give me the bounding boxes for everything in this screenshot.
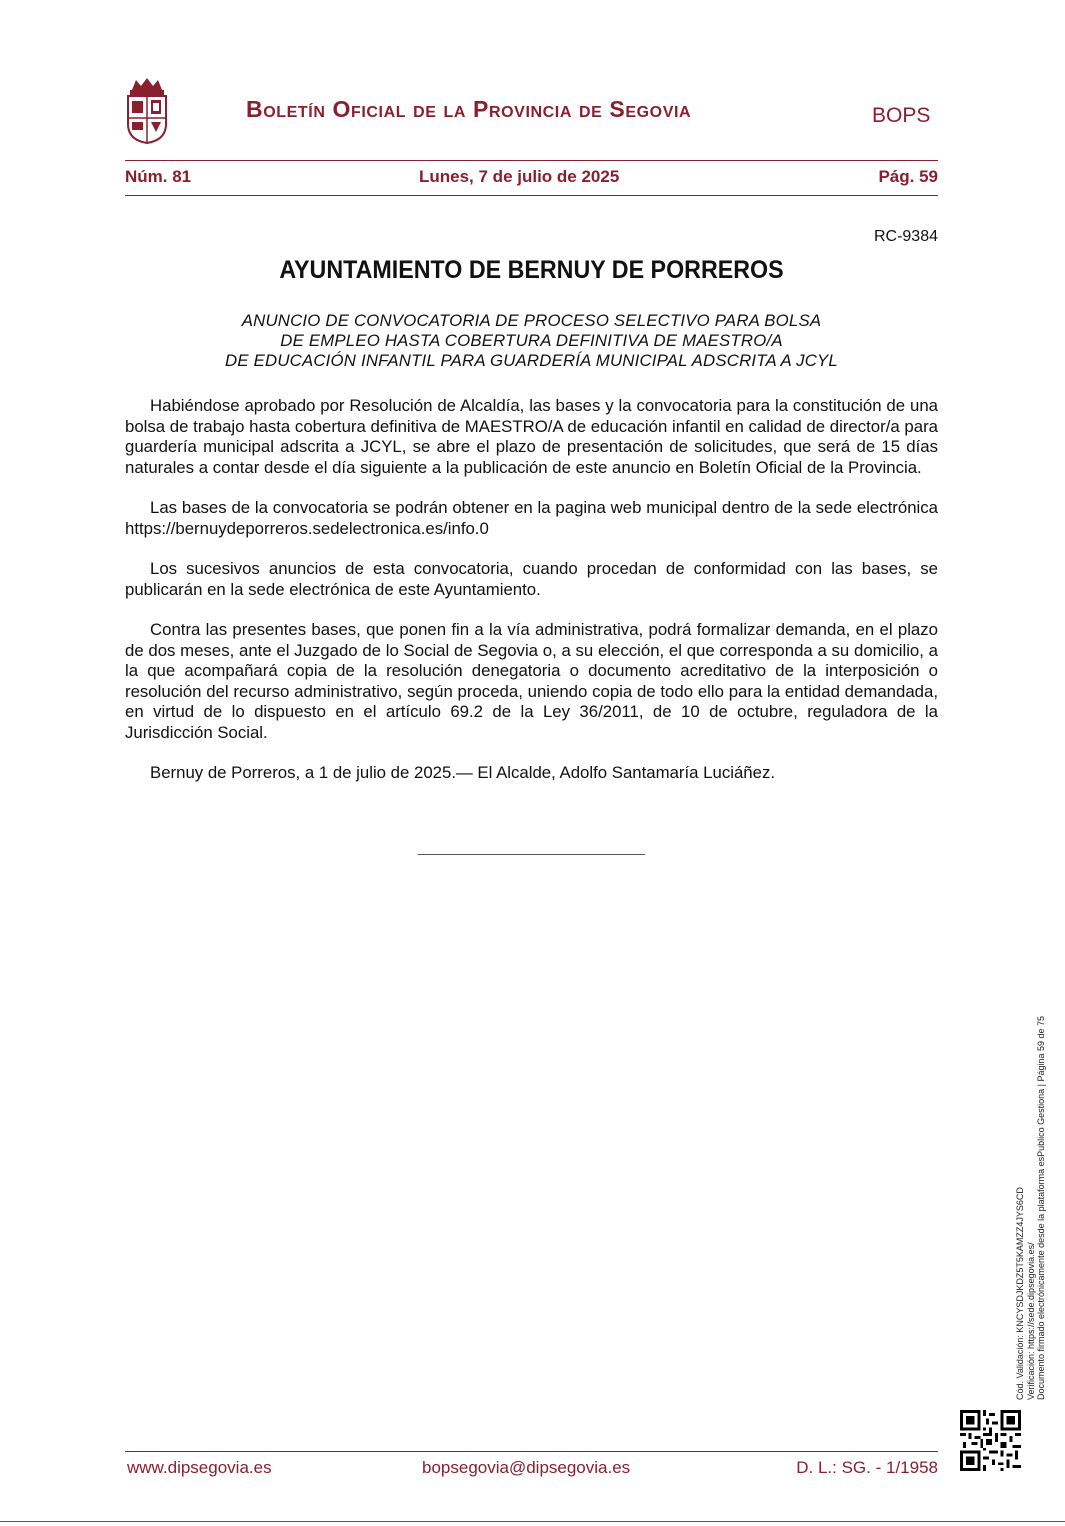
subtitle-line: DE EDUCACIÓN INFANTIL PARA GUARDERÍA MUNICIPAL ADSCRITA A JCYL (225, 351, 838, 370)
subtitle-line: DE EMPLEO HASTA COBERTURA DEFINITIVA DE MAESTRO/A (280, 331, 783, 350)
page-bottom-border (0, 1521, 1065, 1522)
bulletin-title: Boletín Oficial de la Provincia de Segovia (246, 96, 692, 122)
body-paragraph: Contra las presentes bases, que ponen fin a la vía administrativa, podrá formalizar demanda, en el plazo de dos meses, ante el Juzgado de lo Social de Segovia o, a su elección, el que corresponda a su domicilio, a la que acompañará copia de la resolución denegatoria o documento acreditativo de la interposición o resolución del recurso administrativo, según proceda, uniendo copia de todo ello para la entidad demandada, en virtud de lo dispuesto en el artículo 69.2 de la Ley 36/2011, de 10 de octubre, reguladora de la Jurisdicción Social. (125, 620, 938, 742)
signature-note: Documento firmado electrónicamente desde la plataforma esPublico Gestiona | Página 59 de 75 (1036, 1015, 1046, 1400)
verification-url: Verificación: https://sede.dipsegovia.es/ (1025, 1242, 1036, 1400)
announcement-subtitle (125, 311, 938, 371)
footer-rule (125, 1451, 938, 1452)
signature-line: Bernuy de Porreros, a 1 de julio de 2025.— El Alcalde, Adolfo Santamaría Luciáñez. (150, 763, 776, 782)
announcement-body (125, 396, 938, 804)
body-paragraph: Habiéndose aprobado por Resolución de Alcaldía, las bases y la convocatoria para la constitución de una bolsa de trabajo hasta cobertura definitiva de MAESTRO/A de educación infantil en calidad de director/a para guardería municipal adscrita a JCYL, se abre el plazo de presentación de solicitudes, que será de 15 días naturales a contar desde el día siguiente a la publicación de este anuncio en Boletín Oficial de la Provincia. (125, 396, 938, 477)
footer-email-link[interactable]: bopsegovia@dipsegovia.es (422, 1458, 631, 1477)
body-paragraph: Las bases de la convocatoria se podrán obtener en la pagina web municipal dentro de la sede electrónica https://bernuydeporreros.sedelectronica.es/info.0 (125, 498, 938, 538)
bulletin-abbreviation: BOPS (872, 104, 931, 127)
issue-number: Núm. 81 (125, 167, 192, 186)
coat-of-arms-icon (124, 76, 170, 144)
reference-code: RC-9384 (873, 228, 938, 245)
end-separator (418, 854, 645, 855)
footer-website-link[interactable]: www.dipsegovia.es (127, 1458, 272, 1477)
header-top-rule (125, 160, 938, 161)
qr-code-icon (960, 1410, 1021, 1471)
validation-code: Cód. Validación: KNCYSDJKDZ5T5KAMZZ4JYS6CD (1015, 1187, 1025, 1400)
page-number: Pág. 59 (878, 167, 938, 186)
organization-heading: AYUNTAMIENTO DE BERNUY DE PORREROS (279, 256, 784, 284)
subtitle-line: ANUNCIO DE CONVOCATORIA DE PROCESO SELECTIVO PARA BOLSA (241, 311, 822, 330)
verification-text (1015, 930, 1047, 1400)
footer-legal-deposit: D. L.: SG. - 1/1958 (796, 1458, 938, 1477)
body-paragraph: Los sucesivos anuncios de esta convocatoria, cuando procedan de conformidad con las bases, se publicarán en la sede electrónica de este Ayuntamiento. (125, 559, 938, 599)
header-bottom-rule (125, 195, 938, 196)
issue-date: Lunes, 7 de julio de 2025 (419, 167, 620, 186)
